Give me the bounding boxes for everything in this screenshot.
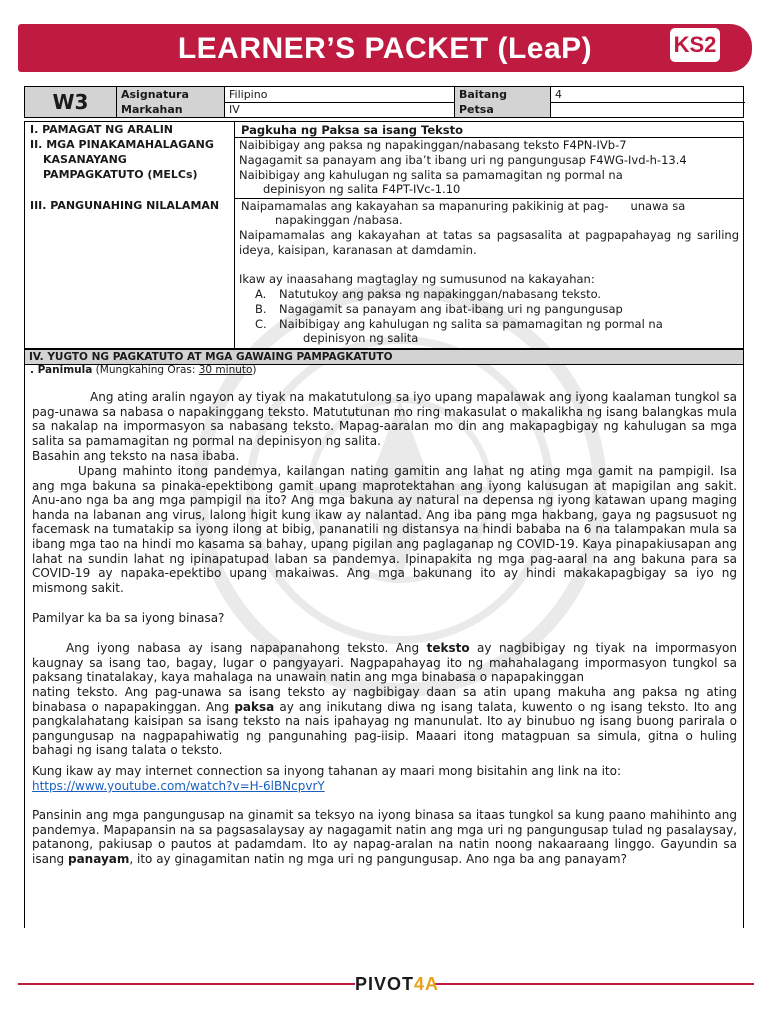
youtube-link[interactable]: https://www.youtube.com/watch?v=H-6lBNcpvrY — [32, 779, 325, 793]
nilalaman-label: III. PANGUNAHING NILALAMAN — [30, 199, 220, 212]
list-item: Natutukoy ang paksa ng napakinggan/nabasang teksto. — [279, 287, 602, 301]
section-values-column — [235, 122, 743, 348]
lesson-info-table — [24, 121, 744, 349]
melc-item-1: Naibibigay ang paksa ng napakinggan/nabasang teksto F4PN-IVb-7 — [239, 138, 627, 152]
markahan-value: IV — [225, 102, 455, 117]
petsa-value — [551, 102, 743, 117]
logo-accent: 4A — [414, 974, 440, 994]
melc-item-3b: depinisyon ng salita F4PT-IVc-1.10 — [263, 182, 461, 196]
banner-title: LEARNER’S PACKET (LeaP) — [177, 32, 593, 65]
leap-banner — [18, 24, 752, 72]
list-marker: C. — [255, 317, 267, 331]
asignatura-value: Filipino — [225, 87, 455, 102]
header-table — [24, 86, 744, 118]
melc-label-line3: PAMPAGKATUTO (MELCs) — [43, 168, 198, 181]
logo-main: PIVOT — [355, 974, 415, 994]
panimula-label: . Panimula — [30, 364, 93, 376]
paragraph-internet: Kung ikaw ay may internet connection sa inyong tahanan ay maari mong bisitahin ang link na ito: — [32, 764, 622, 778]
list-item: Naibibigay ang kahulugan ng salita sa pamamagitan ng pormal na — [279, 317, 663, 331]
keyword-panayam: panayam — [67, 851, 130, 866]
text-run: , ito ay ginagamitan natin ng mga uri ng pangungusap. Ano nga ba ang panayam? — [129, 851, 627, 866]
melc-item-2: Nagagamit sa panayam ang iba’t ibang uri ng pangungusap F4WG-Ivd-h-13.4 — [239, 153, 687, 167]
paragraph-instruction: Basahin ang teksto na nasa ibaba. — [32, 449, 240, 463]
paragraph-question: Pamilyar ka ba sa iyong binasa? — [32, 611, 225, 625]
paragraph-intro: Ang ating aralin ngayon ay tiyak na makatutulong sa iyo upang mapalawak ang iyong kaalaman tungkol sa pag-unawa sa nabasa o napakinggang teksto. Matututunan mo ring makasulat o makalikha ng isang balangkas mula sa nakalap na impormasyon sa nabasang teksto. Mapag-aaralan mo din ang makapagbigay ng kahulugan sa mga salita sa pamamagitan ng pormal na depinisyon ng salita. — [32, 390, 737, 448]
asignatura-label: Asignatura — [117, 87, 225, 102]
list-marker: A. — [255, 287, 267, 301]
pamagat-label: I. PAMAGAT NG ARALIN — [30, 123, 174, 136]
melc-item-3a: Naibibigay ang kahulugan ng salita sa pamamagitan ng pormal na — [239, 168, 623, 182]
text-run: Ang iyong nabasa ay isang napapanahong teksto. Ang — [66, 641, 427, 655]
panimula-line — [30, 364, 257, 377]
section-labels-column — [25, 122, 235, 348]
panimula-hint: (Mungkahing Oras: — [92, 364, 199, 376]
pamagat-value: Pagkuha ng Paksa sa isang Teksto — [241, 123, 464, 137]
yugto-header: IV. YUGTO NG PAGKATUTO AT MGA GAWAING PAMPAGKATUTO — [24, 349, 744, 365]
list-item: Nagagamit sa panayam ang ibat-ibang uri ng pangungusap — [279, 302, 623, 316]
text-run: ay ang inikutang diwa ng isang talata, kuwento o ng isang teksto. Ito ang pangkalahatang kaisipan sa isang teksto na nais ipahayag ng manunulat. Ito ay binubuo ng isang buong parirala o pangungusap na nagpapahiwatig ng pangunahing pag-iisip. Maaari itong matagpuan sa simula, gitna o huling bahagi ng isang talata o teksto. — [32, 699, 737, 758]
youtube-link-line — [32, 779, 737, 794]
keyword-teksto: teksto — [426, 641, 470, 655]
paragraph-pandemic-text: Upang mahinto itong pandemya, kailangan nating gamitin ang lahat ng ating mga gamit na pampigil. Isa ang mga bakuna sa pinaka-epektibong gamit upang maprotektahan ang iyong kalusugan at mapigilan ang sakit. Anu-ano nga ba ang mga pampigil na ito? Ang mga bakuna ay natural na depensa ng iyong katawan upang maging handa na labanan ang virus, lalong higit kung ikaw ay nalantad. Ang iba pang mga hakbang, gaya ng pagsusuot ng facemask na tumatakip sa iyong ilong at bibig, pananatili ng distansya na hindi bababa na 6 na talampakan mula sa ibang mga tao na hindi mo kasama sa bahay, upang pigilan ang paglaganap ng COVID-19. Kaya pinapakiusapan ang lahat na sundin lahat ng ipinapatupad laban sa pandemya. Ipinapakita ng mga pag-aaral na ang bakuna para sa COVID-19 ay napaka-epektibo upang makaiwas. Ang mga bakunang ito ay hindi makakapagbigay sa iyo ng mismong sakit. — [32, 464, 737, 595]
paragraph-paksa — [32, 685, 737, 758]
keyword-paksa: paksa — [234, 699, 275, 714]
nilalaman-item-2: Naipamamalas ang kakayahan at tatas sa pagsasalita at pagpapahayag ng sariling ideya, kaisipan, karanasan at damdamin. — [239, 228, 739, 257]
baitang-label: Baitang — [455, 87, 551, 102]
baitang-value: 4 — [555, 88, 562, 101]
melc-label-line1: II. MGA PINAKAMAHALAGANG — [30, 138, 214, 151]
inaasahan-text: Ikaw ay inaasahang magtaglay ng sumusunod na kakayahan: — [239, 272, 595, 286]
text-run: ay nagbibigay ng tiyak na impormasyon kaugnay sa isang tao, bagay, lugar o pangyayari. Nagpapahayag ito ng mahahalagang impormasyon tungkol sa paksang tinatalakay, kaya mahalaga na unawain natin ang mga binabasa o napapakinggan — [32, 641, 737, 685]
nilalaman-item-1b: napakinggan /nabasa. — [275, 213, 403, 227]
text-run: nating teksto. Ang pag-unawa sa isang teksto ay nagbibigay daan sa atin upang makuha ang paksa ng ating binabasa o napapakinggan. Ang — [32, 685, 737, 714]
panimula-minutes: 30 minuto — [198, 364, 253, 376]
list-item-continuation: depinisyon ng salita — [303, 331, 419, 345]
paragraph-teksto — [32, 641, 737, 685]
markahan-label: Markahan — [117, 102, 225, 117]
melc-label-line2: KASANAYANG — [43, 153, 127, 166]
panimula-close: ) — [252, 364, 257, 376]
list-marker: B. — [255, 302, 267, 316]
paragraph-panayam — [32, 808, 737, 866]
week-label: W3 — [25, 87, 117, 117]
ks2-badge: KS2 — [670, 28, 720, 62]
petsa-label: Petsa — [455, 102, 551, 117]
nilalaman-item-1a: Naipamamalas ang kakayahan sa mapanuring pakikinig at pag- unawa sa — [241, 199, 686, 213]
text-run: Pansinin ang mga pangungusap na ginamit sa teksyo na iyong binasa sa itaas tungkol sa kung paano mahihinto ang pandemya. Mapapansin na sa pagsasalaysay ay nagagamit natin ang mga uri ng pangungusap tulad ng pasalaysay, patanong, pakiusap o pautos at padamdam. Ito ay napag-aralan na natin noong nakaaraang linggo. Gayundin sa isang — [32, 808, 737, 866]
pivot-logo — [355, 973, 440, 995]
